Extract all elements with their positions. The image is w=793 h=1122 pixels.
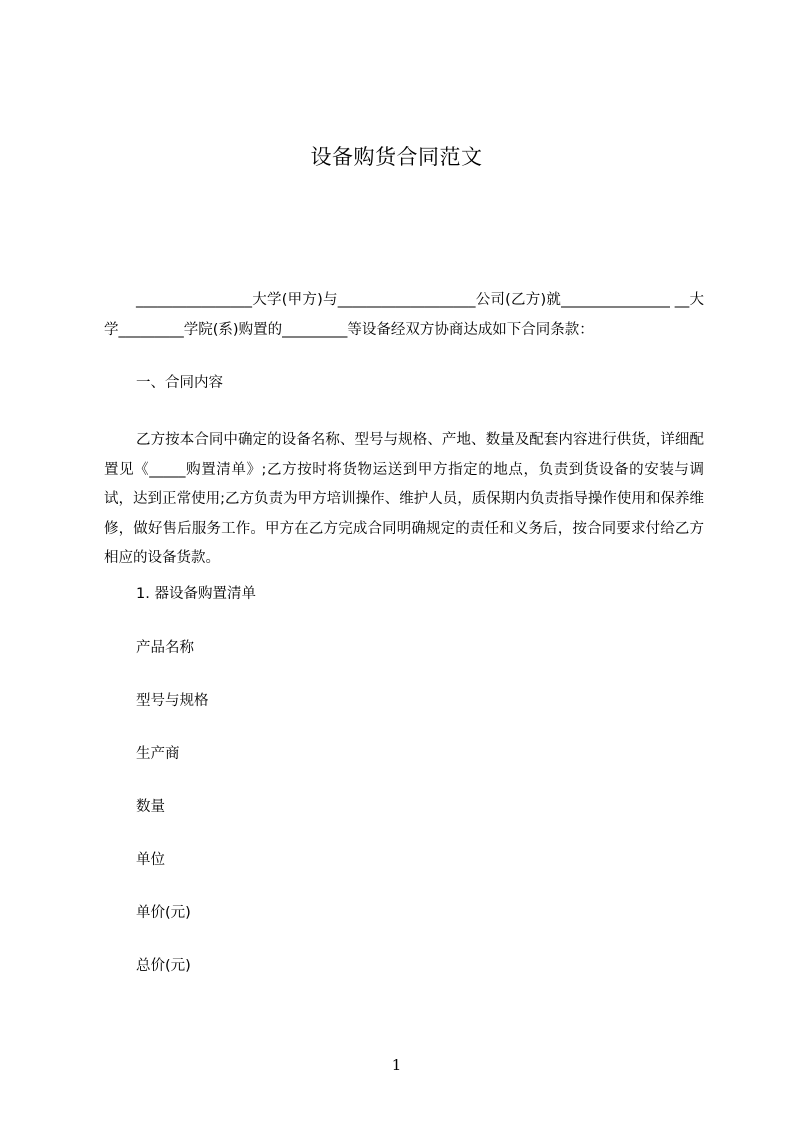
field-total-price: 总价(元) [136,958,191,974]
intro-paragraph: ________________大学(甲方)与___________________公司(乙方)就_______________ __大学_________学院(系)购置的_________等设备经双方协商达成如下合同条款： [104,292,704,338]
list-title: 1. 器设备购置清单 [136,586,256,602]
page-number: 1 [391,1056,402,1074]
document-title: 设备购货合同范文 [310,145,483,169]
field-product-name: 产品名称 [136,640,194,656]
field-model-spec: 型号与规格 [136,693,209,709]
section-heading: 一、合同内容 [136,375,223,391]
field-manufacturer: 生产商 [136,746,180,762]
field-unit: 单位 [136,852,165,868]
field-quantity: 数量 [136,799,165,815]
field-unit-price: 单价(元) [136,905,191,921]
content-paragraph: 乙方按本合同中确定的设备名称、型号与规格、产地、数量及配套内容进行供货，详细配置见《_____购置清单》;乙方按时将货物运送到甲方指定的地点，负责到货设备的安装与调试，达到正常使用;乙方负责为甲方培训操作、维护人员，质保期内负责指导操作使用和保养维修，做好售后服务工作。甲方在乙方完成合同明确规定的责任和义务后，按合同要求付给乙方相应的设备货款。 [104,432,704,566]
